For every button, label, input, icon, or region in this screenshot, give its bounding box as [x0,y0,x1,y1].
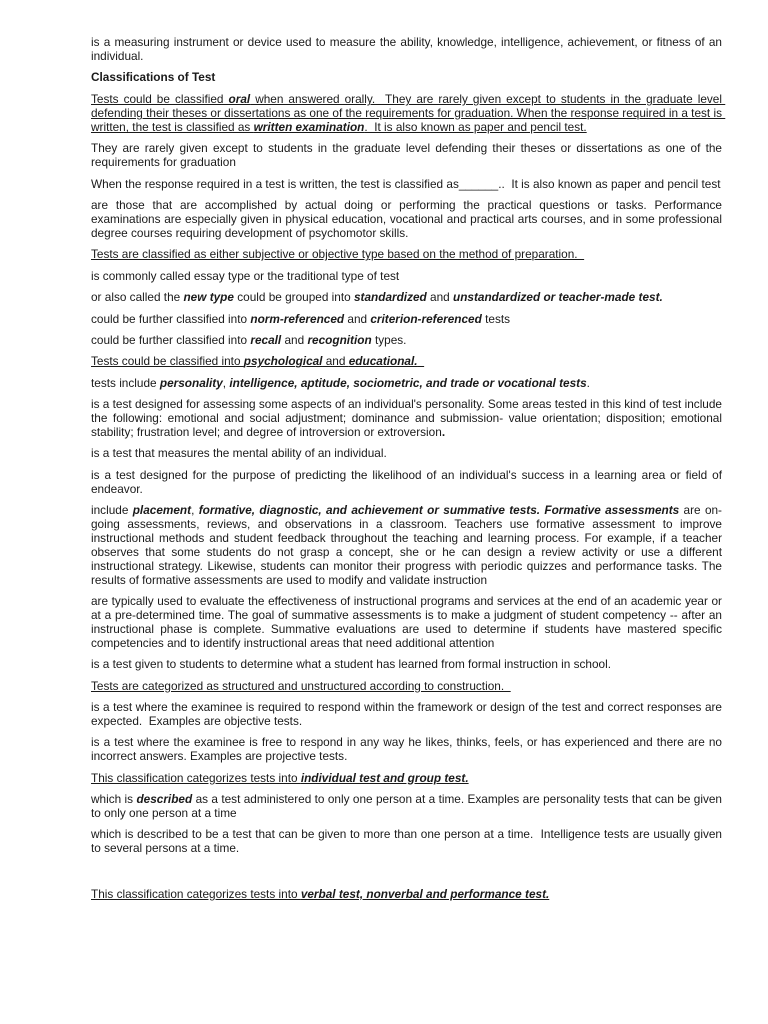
paragraph [91,397,726,440]
paragraph [91,291,722,305]
text-run: include [91,503,133,518]
paragraph [91,198,726,241]
text-run: intelligence, aptitude, sociometric, and trade or vocational tests [229,375,587,390]
text-run: written examination [253,120,365,135]
paragraph [91,792,726,821]
text-run: This classification categorizes tests into [91,886,301,901]
text-run: Tests could be classified into [91,354,244,369]
text-run: and [322,354,349,369]
text-run: oral [228,92,251,107]
paragraph-spacer [91,864,722,888]
paragraph [91,735,726,764]
section-heading [91,71,722,85]
text-run: is a test that measures the mental ability of an individual. [91,446,387,461]
text-run: tests include [91,375,160,390]
text-run: When the response required in a test is written, the test is classified as______.. It is also known as paper and pencil test [91,176,721,191]
text-run: psychological [243,354,323,369]
text-run: recall [250,333,282,347]
text-run: described [136,792,193,807]
text-run: is a test designed for the purpose of predicting the likelihood of an individual's success in a learning area or field of endeavor. [91,467,726,496]
paragraph [91,377,722,391]
text-run: are typically used to evaluate the effectiveness of instructional programs and services at the end of an academic year or at a pre-determined time. The goal of summative assessments is to make a judgment of student competency -- after an instructional phase is complete. Summative evaluations are used to determine if students have mastered specific competencies and to identify instructional areas that need additional attention [91,594,726,650]
text-run: is a test where the examinee is free to respond in any way he likes, thinks, feels, or has experienced and there are no incorrect answers. Examples are projective tests. [91,735,726,764]
paragraph [91,680,722,694]
text-run: could be further classified into [91,311,251,326]
text-run: , [222,375,230,390]
text-run: educational. [348,354,418,369]
paragraph [91,35,726,64]
paragraph [91,888,722,902]
paragraph [91,92,726,135]
paragraph [91,772,722,786]
text-run: as a test administered to only one person at a time. Examples are personality tests that can be given to only one person at a time [91,792,726,820]
text-run: is commonly called essay type or the traditional type of test [91,268,400,283]
text-run: unstandardized or teacher-made test. [453,290,663,305]
text-run: is a test where the examinee is required to respond within the framework or design of the test and correct responses are expected. Examples are objective tests. [91,700,726,728]
text-run: is a test given to students to determine what a student has learned from formal instruction in school. [91,657,611,672]
text-run: Tests are classified as either subjective or objective type based on the method of preparation. [91,247,585,262]
text-run: . It is also known as paper and pencil test. [364,120,587,135]
text-run: . [586,375,590,390]
text-run: , [191,503,199,518]
text-run: Tests could be classified [91,92,229,107]
text-run: individual test and group test. [300,770,469,785]
text-run: is a test designed for assessing some aspects of an individual's personality. Some areas tested in this kind of test include the following: emotional and social adjustment; dominance and submission- value orientation; disposition; emotional stability; frustration level; and degree of introversion or extroversion [91,397,726,440]
text-run: Classifications of Test [91,70,216,85]
text-run: and [344,311,371,326]
paragraph [91,355,722,369]
text-run: could be further classified into [91,333,251,347]
text-run: tests [481,311,511,326]
text-run: . [441,425,446,440]
text-run: which is [91,792,137,807]
paragraph [91,178,722,192]
text-run: They are rarely given except to students in the graduate level defending their theses or dissertations as one of the requirements for graduation [91,141,726,170]
paragraph [91,827,726,856]
paragraph [91,594,726,651]
text-run: or also called the [91,290,184,305]
text-run: recognition [307,333,372,347]
paragraph [91,503,726,587]
text-run: new type [183,290,234,305]
paragraph [91,313,722,327]
paragraph [91,447,722,461]
text-run: is a measuring instrument or device used to measure the ability, knowledge, intelligence, achievement, or fitness of an individual. [91,35,726,63]
text-run: norm-referenced [250,311,345,326]
document-body [91,35,726,902]
text-run: which is described to be a test that can be given to more than one person at a time. Intelligence tests are usually given to several persons at a time. [91,827,726,856]
text-run: criterion-referenced [370,311,482,326]
text-run: types. [371,333,407,347]
text-run: could be grouped into [233,290,354,305]
text-run: formative, diagnostic, and achievement or summative tests. Formative assessments [198,503,680,518]
text-run: when answered orally. They are rarely given except to students in the graduate level defending their theses or dissertations as one of the requirements for graduation. When the response required in a test is written, the test is classified as [91,92,726,135]
paragraph [91,334,722,348]
text-run: are those that are accomplished by actual doing or performing the practical questions or tasks. Performance examinations are especially given in physical education, vocational and practical arts courses, and in some professional degree courses requiring development of psychomotor skills. [91,198,726,240]
text-run: This classification categorizes tests into [91,770,301,785]
paragraph [91,270,722,284]
paragraph [91,700,726,729]
paragraph [91,141,726,170]
paragraph [91,248,722,262]
text-run: verbal test, nonverbal and performance test. [300,886,550,901]
text-run: Tests are categorized as structured and unstructured according to construction. [91,678,511,693]
text-run: are on-going assessments, reviews, and observations in a classroom. Teachers use formative assessment to improve instructional methods and student feedback throughout the teaching and learning process. For example, if a teacher observes that some students do not grasp a concept, she or he can design a review activity or use a different instructional strategy. Likewise, students can monitor their progress with periodic quizzes and performance tasks. The results of formative assessments are used to modify and validate instruction [91,503,726,587]
paragraph [91,658,722,672]
text-run: personality [159,375,223,390]
text-run [418,354,425,368]
paragraph [91,467,726,497]
text-run: standardized [353,290,427,305]
text-run: and [281,333,308,347]
text-run: and [426,290,453,305]
text-run: placement [132,503,192,518]
